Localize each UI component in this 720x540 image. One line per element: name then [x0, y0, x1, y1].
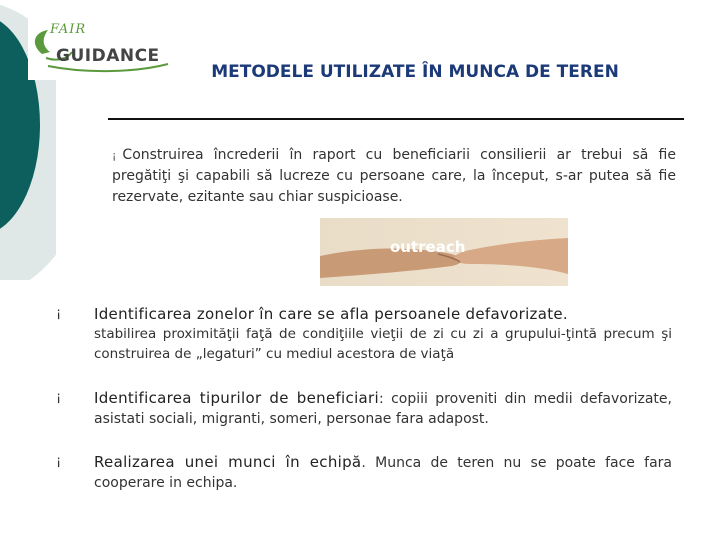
- bullet-text: : copiii proveniti din medii defavorizate, asistati sociali, migranti, someri, personae fara adapost.: [94, 391, 672, 427]
- intro-lead: Construirea încrederii în raport cu beneficiarii: [122, 147, 470, 163]
- outreach-hands-image: [320, 218, 568, 286]
- intro-rest: consilierii ar trebui să fie pregătiţi şi capabili să lucreze cu persoane care, la început, s-ar putea să fie rezervate, ezitante sau chiar suspicioase.: [112, 147, 676, 205]
- intro-paragraph: [112, 145, 676, 208]
- image-caption-word: outreach: [390, 238, 466, 256]
- slide-title: METODELE UTILIZATE ÎN MUNCA DE TEREN: [211, 62, 619, 82]
- logo-top-text: FAIR: [50, 22, 87, 37]
- bullet-text: stabilirea proximităţii faţă de condiţiile vieţii de zi cu zi a grupului-ţintă precum şi construirea de „legaturi” cu mediul acestora de viaţă: [94, 326, 672, 362]
- bullet-heading: Realizarea unei munci în echipă: [94, 453, 362, 471]
- bullet-heading: Identificarea zonelor în care se afla persoanele defavorizate.: [94, 305, 568, 323]
- bullet-marker: ¡: [56, 306, 62, 321]
- bullet-marker: ¡: [56, 390, 62, 405]
- bullet-marker: ¡: [56, 454, 62, 469]
- bullet-text: . Munca de teren nu se poate face fara cooperare in echipa.: [94, 455, 673, 491]
- logo: [28, 14, 186, 80]
- title-divider: [108, 118, 684, 120]
- intro-bullet: ¡: [112, 149, 117, 162]
- logo-bottom-text: GUIDANCE: [56, 46, 160, 66]
- bullet-heading: Identificarea tipurilor de beneficiari: [94, 389, 379, 407]
